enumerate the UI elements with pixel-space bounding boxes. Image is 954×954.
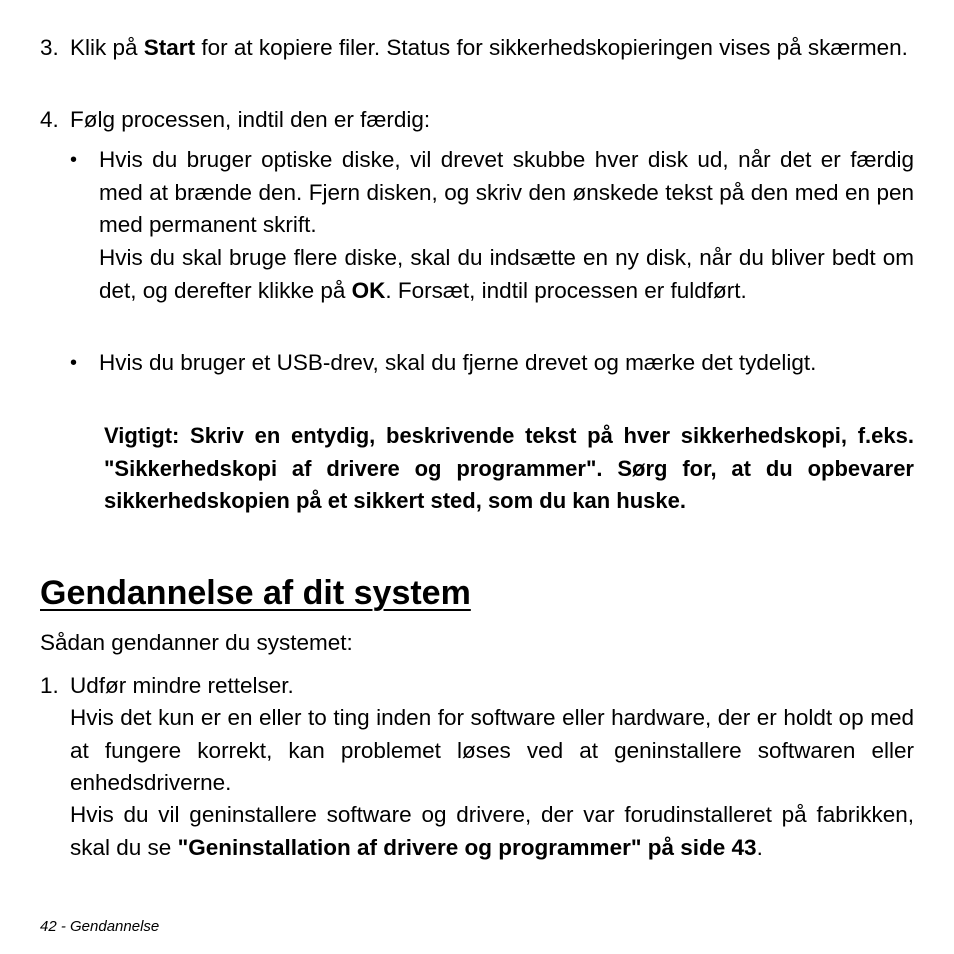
- step-1-p2-after: .: [756, 834, 763, 860]
- step-1-number: 1.: [40, 673, 59, 698]
- bullet-2-paragraph: Hvis du bruger et USB-drev, skal du fjerne drevet og mærke det tydeligt.: [99, 350, 817, 375]
- step-1-title: Udfør mindre rettelser.: [70, 673, 294, 698]
- step-3-number: 3.: [40, 35, 59, 60]
- bullet-1-paragraph-2: [99, 242, 914, 307]
- page-footer: 42 - Gendannelse: [40, 918, 160, 935]
- section-intro: Sådan gendanner du systemet:: [40, 630, 353, 655]
- step-3-bold-start: Start: [143, 35, 196, 60]
- step-3-text-after: for at kopiere filer. Status for sikkerhedskopieringen vises på skærmen.: [195, 35, 908, 60]
- step-4-number: 4.: [40, 107, 59, 132]
- step-1-p2-before: Hvis du vil geninstallere software og drivere, der var forudinstalleret på fabrikken, skal du se: [70, 802, 914, 860]
- step-1-cross-reference: "Geninstallation af drivere og programmer" på side 43: [177, 834, 757, 860]
- step-1-paragraph-2: [70, 799, 914, 864]
- bullet-1-bold-ok: OK: [351, 277, 386, 303]
- step-3-text-before: Klik på: [70, 35, 144, 60]
- bullet-1-marker: •: [70, 149, 78, 171]
- step-3-text: [70, 32, 914, 65]
- step-1-paragraph-1: Hvis det kun er en eller to ting inden for software eller hardware, der er holdt op med at fungere korrekt, kan problemet løses ved at geninstallere softwaren eller enhedsdriverne.: [70, 705, 914, 795]
- section-heading: Gendannelse af dit system: [40, 574, 471, 612]
- bullet-1-p2-before: Hvis du skal bruge flere diske, skal du indsætte en ny disk, når du bliver bedt om det, og derefter klikke på: [99, 245, 914, 303]
- step-4-text: Følg processen, indtil den er færdig:: [70, 107, 431, 132]
- bullet-2-marker: •: [70, 352, 78, 374]
- important-note: Vigtigt: Skriv en entydig, beskrivende tekst på hver sikkerhedskopi, f.eks. "Sikkerhedskopi af drivere og programmer". Sørg for, at du opbevarer sikkerhedskopien på et sikkert sted, som du kan huske.: [104, 423, 914, 513]
- bullet-1-p2-after: . Forsæt, indtil processen er fuldført.: [385, 277, 747, 303]
- bullet-1-paragraph-1: Hvis du bruger optiske diske, vil drevet skubbe hver disk ud, når det er færdig med at brænde den. Fjern disken, og skriv den ønskede tekst på den med en pen med permanent skrift.: [99, 147, 914, 237]
